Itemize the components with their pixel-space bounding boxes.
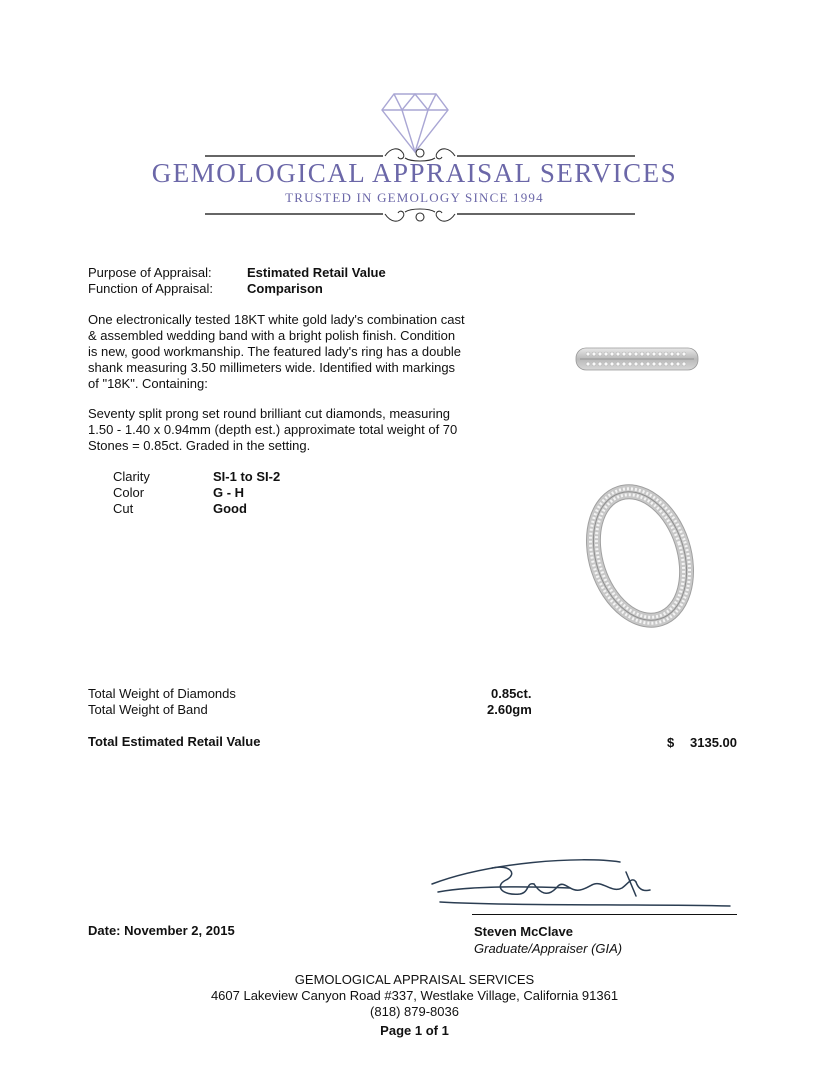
grade-value-cut: Good: [213, 501, 247, 516]
appraiser-name: Steven McClave: [474, 924, 573, 939]
stones-line: Stones = 0.85ct. Graded in the setting.: [88, 438, 311, 453]
total-currency: $: [667, 735, 675, 750]
footer-company: GEMOLOGICAL APPRAISAL SERVICES: [294, 972, 535, 987]
logo: [0, 0, 829, 230]
grade-value-color: G - H: [213, 485, 245, 500]
bottom-ornament-rule: [205, 205, 635, 225]
purpose-value: Estimated Retail Value: [247, 265, 386, 280]
purpose-label: Purpose of Appraisal:: [88, 265, 212, 280]
company-name: GEMOLOGICAL APPRAISAL SERVICES: [151, 158, 678, 188]
weight-label-band: Total Weight of Band: [88, 702, 208, 717]
grade-label-cut: Cut: [113, 501, 134, 516]
stones-line: Seventy split prong set round brilliant cut diamonds, measuring: [88, 406, 451, 421]
date: Date: November 2, 2015: [88, 923, 235, 938]
ring-angled-view-image: [575, 478, 705, 633]
signature-line: [472, 914, 737, 915]
signature: [430, 852, 740, 918]
grade-label-clarity: Clarity: [113, 469, 150, 484]
tagline: TRUSTED IN GEMOLOGY SINCE 1994: [285, 190, 544, 205]
description: [88, 312, 488, 392]
stones-description: [88, 406, 488, 454]
description-line: shank measuring 3.50 millimeters wide. Identified with markings: [88, 360, 456, 375]
description-line: of "18K". Containing:: [88, 376, 208, 391]
total-label: Total Estimated Retail Value: [88, 734, 261, 749]
weight-label-diamonds: Total Weight of Diamonds: [88, 686, 236, 701]
description-line: One electronically tested 18KT white gold lady's combination cast: [88, 312, 465, 327]
page-number: Page 1 of 1: [380, 1023, 449, 1038]
appraiser-title: Graduate/Appraiser (GIA): [474, 941, 623, 956]
total-amount: 3135.00: [690, 735, 737, 750]
description-line: & assembled wedding band with a bright polish finish. Condition: [88, 328, 456, 343]
weight-value-diamonds: 0.85ct.: [491, 686, 532, 701]
ring-side-view-image: [572, 340, 702, 380]
grade-value-clarity: SI-1 to SI-2: [213, 469, 281, 484]
stones-line: 1.50 - 1.40 x 0.94mm (depth est.) approximate total weight of 70: [88, 422, 458, 437]
footer-phone: (818) 879-8036: [370, 1004, 459, 1019]
description-line: is new, good workmanship. The featured lady's ring has a double: [88, 344, 461, 359]
footer-address: 4607 Lakeview Canyon Road #337, Westlake Village, California 91361: [210, 988, 619, 1003]
weight-value-band: 2.60gm: [487, 702, 532, 717]
function-label: Function of Appraisal:: [88, 281, 214, 296]
grade-label-color: Color: [113, 485, 145, 500]
function-value: Comparison: [247, 281, 323, 296]
